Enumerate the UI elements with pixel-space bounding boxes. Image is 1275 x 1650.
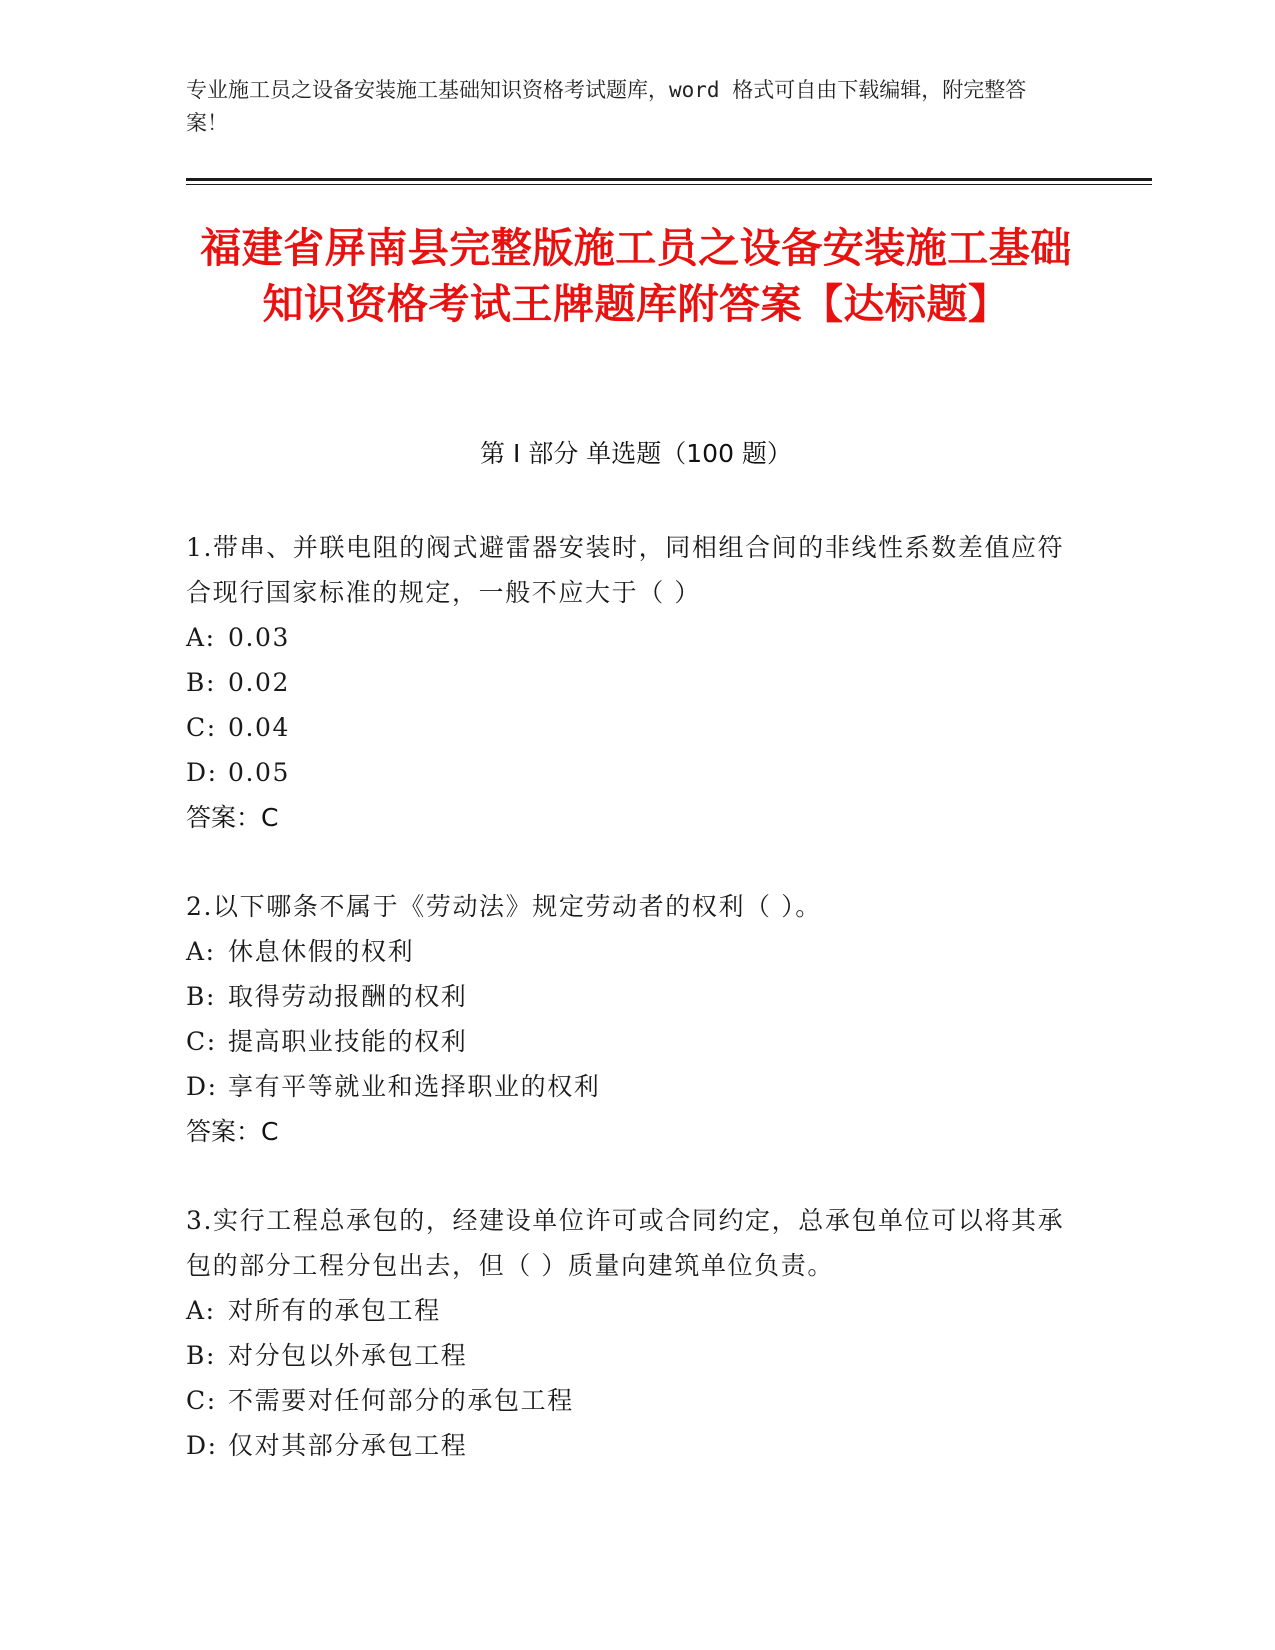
option-c (186, 1378, 1066, 1423)
option-text: 取得劳动报酬的权利 (228, 982, 468, 1011)
option-text: 0.05 (228, 758, 291, 787)
option-d (186, 1064, 1066, 1109)
option-letter: D: (186, 1072, 218, 1101)
question-stem: 1.带串、并联电阻的阀式避雷器安装时，同相组合间的非线性系数差值应符合现行国家标准的规定，一般不应大于（ ） (186, 533, 1065, 607)
option-text: 对分包以外承包工程 (228, 1341, 468, 1370)
answer-line: 答案：C (186, 803, 279, 832)
section-title: 第 I 部分 单选题（100 题） (480, 439, 792, 468)
option-text: 仅对其部分承包工程 (228, 1431, 468, 1460)
option-text: 对所有的承包工程 (228, 1296, 441, 1325)
option-text: 休息休假的权利 (228, 937, 415, 966)
answer-line: 答案：C (186, 1117, 279, 1146)
document-title: 福建省屏南县完整版施工员之设备安装施工基础知识资格考试王牌题库附答案【达标题】 (200, 224, 1072, 328)
question-stem: 2.以下哪条不属于《劳动法》规定劳动者的权利（ ）。 (186, 892, 822, 921)
option-letter: B: (186, 982, 216, 1011)
option-text: 0.03 (228, 623, 291, 652)
option-letter: C: (186, 713, 217, 742)
option-text: 提高职业技能的权利 (228, 1027, 468, 1056)
option-letter: C: (186, 1386, 217, 1415)
header-divider-thin (186, 184, 1152, 185)
option-b (186, 660, 1066, 705)
option-text: 享有平等就业和选择职业的权利 (228, 1072, 601, 1101)
question-stem: 3.实行工程总承包的，经建设单位许可或合同约定，总承包单位可以将其承包的部分工程分包出去，但（ ）质量向建筑单位负责。 (186, 1206, 1065, 1280)
option-letter: C: (186, 1027, 217, 1056)
option-letter: A: (186, 1296, 216, 1325)
option-d (186, 1423, 1066, 1468)
option-a (186, 615, 1066, 660)
question-2 (186, 884, 1066, 1154)
option-letter: B: (186, 668, 216, 697)
option-letter: B: (186, 1341, 216, 1370)
question-3 (186, 1198, 1066, 1468)
option-text: 0.02 (228, 668, 291, 697)
question-list (186, 525, 1066, 1512)
option-text: 不需要对任何部分的承包工程 (228, 1386, 574, 1415)
option-letter: A: (186, 623, 216, 652)
option-b (186, 1333, 1066, 1378)
option-a (186, 1288, 1066, 1333)
option-letter: D: (186, 758, 218, 787)
option-letter: D: (186, 1431, 218, 1460)
option-c (186, 1019, 1066, 1064)
option-c (186, 705, 1066, 750)
option-b (186, 974, 1066, 1019)
option-d (186, 750, 1066, 795)
question-1 (186, 525, 1066, 840)
option-letter: A: (186, 937, 216, 966)
option-text: 0.04 (228, 713, 291, 742)
header-note: 专业施工员之设备安装施工基础知识资格考试题库，word 格式可自由下载编辑，附完整答案！ (186, 78, 1027, 135)
option-a (186, 929, 1066, 974)
header-divider-thick (186, 178, 1152, 181)
